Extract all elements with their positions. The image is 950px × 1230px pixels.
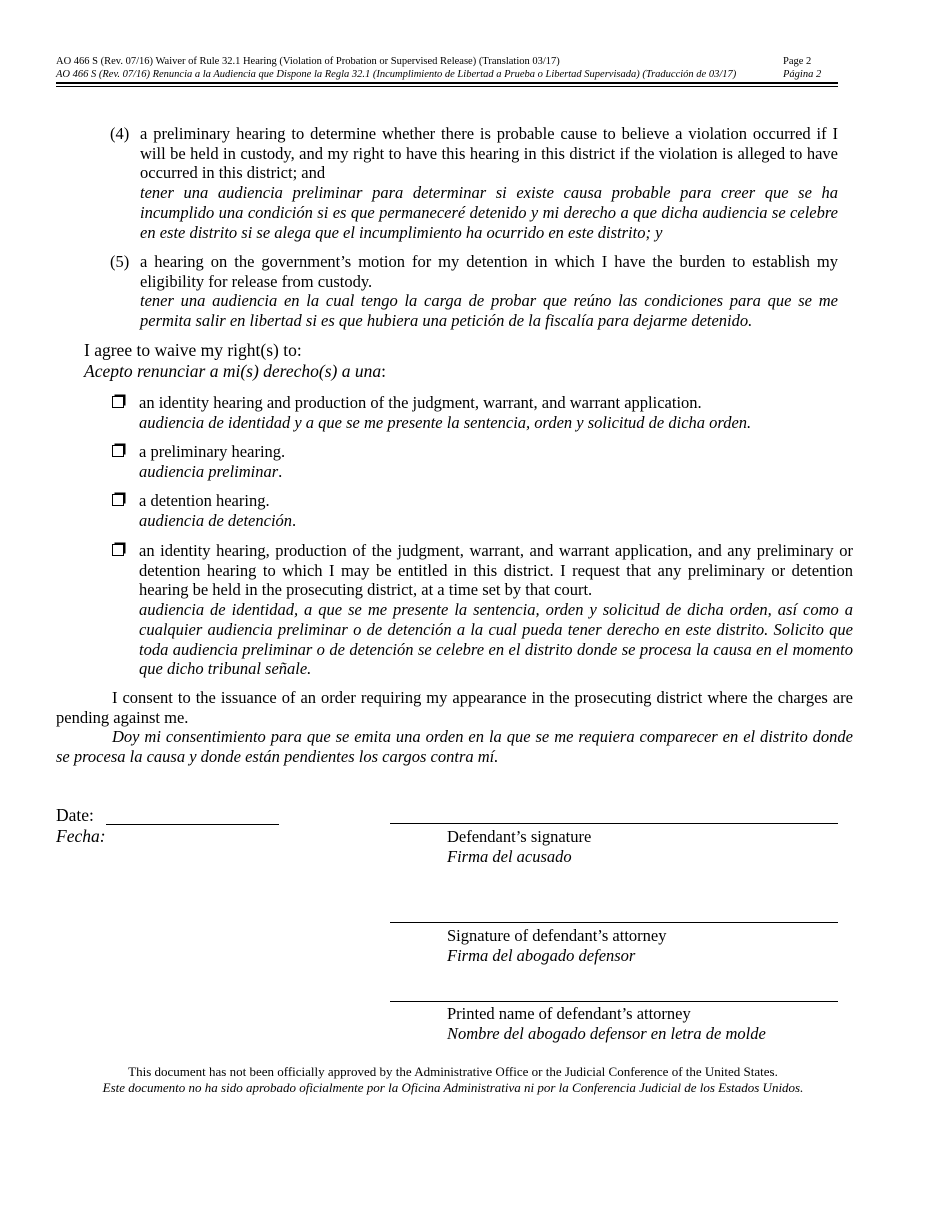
waiver-checkbox[interactable] [112, 396, 124, 408]
waiver-option-detention [110, 491, 853, 530]
defendant-signature-label-en: Defendant’s signature [447, 827, 592, 846]
option-text-en: a preliminary hearing. [139, 442, 286, 461]
date-field[interactable] [106, 824, 279, 825]
disclaimer-footer [56, 1064, 850, 1096]
option-suffix: . [292, 510, 297, 530]
waiver-option-all [110, 541, 853, 679]
consent-text-en: I consent to the issuance of an order requiring my appearance in the prosecuting district where the charges are pending against me. [56, 688, 853, 727]
attorney-printed-name-field[interactable] [390, 1001, 838, 1002]
defendant-signature-field[interactable] [390, 823, 838, 824]
option-text-es: audiencia de identidad, a que se me presente la sentencia, orden y solicitud de dicha orden, así como a cualquier audiencia preliminar o de detención a la cual pueda tener derecho en este distrito. Solicito que toda audiencia preliminar o de detención se celebre en el distrito donde se procesa la causa en el momento que dicho tribunal señale. [139, 600, 853, 679]
right-number: (4) [110, 124, 130, 143]
consent-text-es: Doy mi consentimiento para que se emita una orden en la que se me requiera comparecer en el distrito donde se procesa la causa y donde están pendientes los cargos contra mí. [56, 727, 853, 767]
page-number-en: Page 2 [783, 56, 812, 67]
defendant-signature-label [447, 827, 591, 866]
form-header [56, 55, 838, 81]
option-text-en: an identity hearing, production of the judgment, warrant, and warrant application, and any preliminary or detention hearing to which I may be entitled in this district. I request that any preliminary or detention hearing be held in the prosecuting district, at a time set by that court. [139, 541, 853, 600]
attorney-printed-name-label [447, 1004, 766, 1043]
right-item-4 [110, 124, 838, 242]
waiver-checkbox[interactable] [112, 494, 124, 506]
option-text-es: audiencia de identidad y a que se me presente la sentencia, orden y solicitud de dicha orden. [139, 412, 752, 432]
consent-paragraph [56, 688, 853, 767]
right-text-es: tener una audiencia preliminar para determinar si existe causa probable para creer que se ha incumplido una condición si es que permaneceré detenido y mi derecho a que dicha audiencia se celebre en este distrito si se alega que el incumplimiento ha ocurrido en este distrito; y [140, 183, 838, 242]
option-text-es: audiencia de detención [139, 510, 293, 530]
waiver-checkbox[interactable] [112, 544, 124, 556]
date-label-es: Fecha: [56, 826, 106, 846]
option-text-en: a detention hearing. [139, 491, 270, 510]
right-item-5 [110, 252, 838, 331]
waiver-option-preliminary [110, 442, 853, 481]
attorney-printed-name-label-en: Printed name of defendant’s attorney [447, 1004, 691, 1023]
option-text-en: an identity hearing and production of the judgment, warrant, and warrant application. [139, 393, 702, 412]
form-title-es: AO 466 S (Rev. 07/16) Renuncia a la Audiencia que Dispone la Regla 32.1 (Incumplimiento de Libertad a Prueba o Libertad Supervisada) (Traducción de 03/17) [56, 69, 737, 80]
attorney-signature-field[interactable] [390, 922, 838, 923]
header-rule-thin [56, 86, 838, 87]
right-number: (5) [110, 252, 130, 271]
agree-text-en: I agree to waive my right(s) to: [84, 340, 302, 360]
header-rule-thick [56, 82, 838, 84]
right-text-en: a hearing on the government’s motion for my detention in which I have the burden to establish my eligibility for release from custody. [140, 252, 838, 291]
defendant-signature-label-es: Firma del acusado [447, 846, 572, 866]
page-number-es: Página 2 [783, 69, 822, 80]
option-text-es: audiencia preliminar [139, 461, 279, 481]
waiver-option-identity [110, 393, 853, 432]
agree-colon: : [381, 361, 386, 381]
agree-text-es: Acepto renunciar a mi(s) derecho(s) a una [84, 361, 382, 381]
waiver-checkbox[interactable] [112, 445, 124, 457]
attorney-signature-label-en: Signature of defendant’s attorney [447, 926, 667, 945]
form-title-en: AO 466 S (Rev. 07/16) Waiver of Rule 32.1 Hearing (Violation of Probation or Supervised Release) (Translation 03/17) [56, 56, 560, 67]
right-text-en: a preliminary hearing to determine whether there is probable cause to believe a violation occurred if I will be held in custody, and my right to have this hearing in this district if the violation is alleged to have occurred in this district; and [140, 124, 838, 183]
option-suffix: . [278, 461, 283, 481]
disclaimer-es: Este documento no ha sido aprobado oficialmente por la Oficina Administrativa ni por la Conferencia Judicial de los Estados Unidos. [102, 1080, 804, 1095]
disclaimer-en: This document has not been officially approved by the Administrative Office or the Judicial Conference of the United States. [128, 1064, 778, 1079]
right-text-es: tener una audiencia en la cual tengo la carga de probar que reúno las condiciones para que se me permita salir en libertad si es que hubiera una petición de la fiscalía para dejarme detenido. [140, 291, 838, 331]
attorney-signature-label [447, 926, 666, 965]
date-block [56, 805, 106, 847]
attorney-printed-name-label-es: Nombre del abogado defensor en letra de molde [447, 1023, 766, 1043]
agree-heading [84, 340, 386, 382]
date-label-en: Date: [56, 805, 94, 825]
attorney-signature-label-es: Firma del abogado defensor [447, 945, 636, 965]
